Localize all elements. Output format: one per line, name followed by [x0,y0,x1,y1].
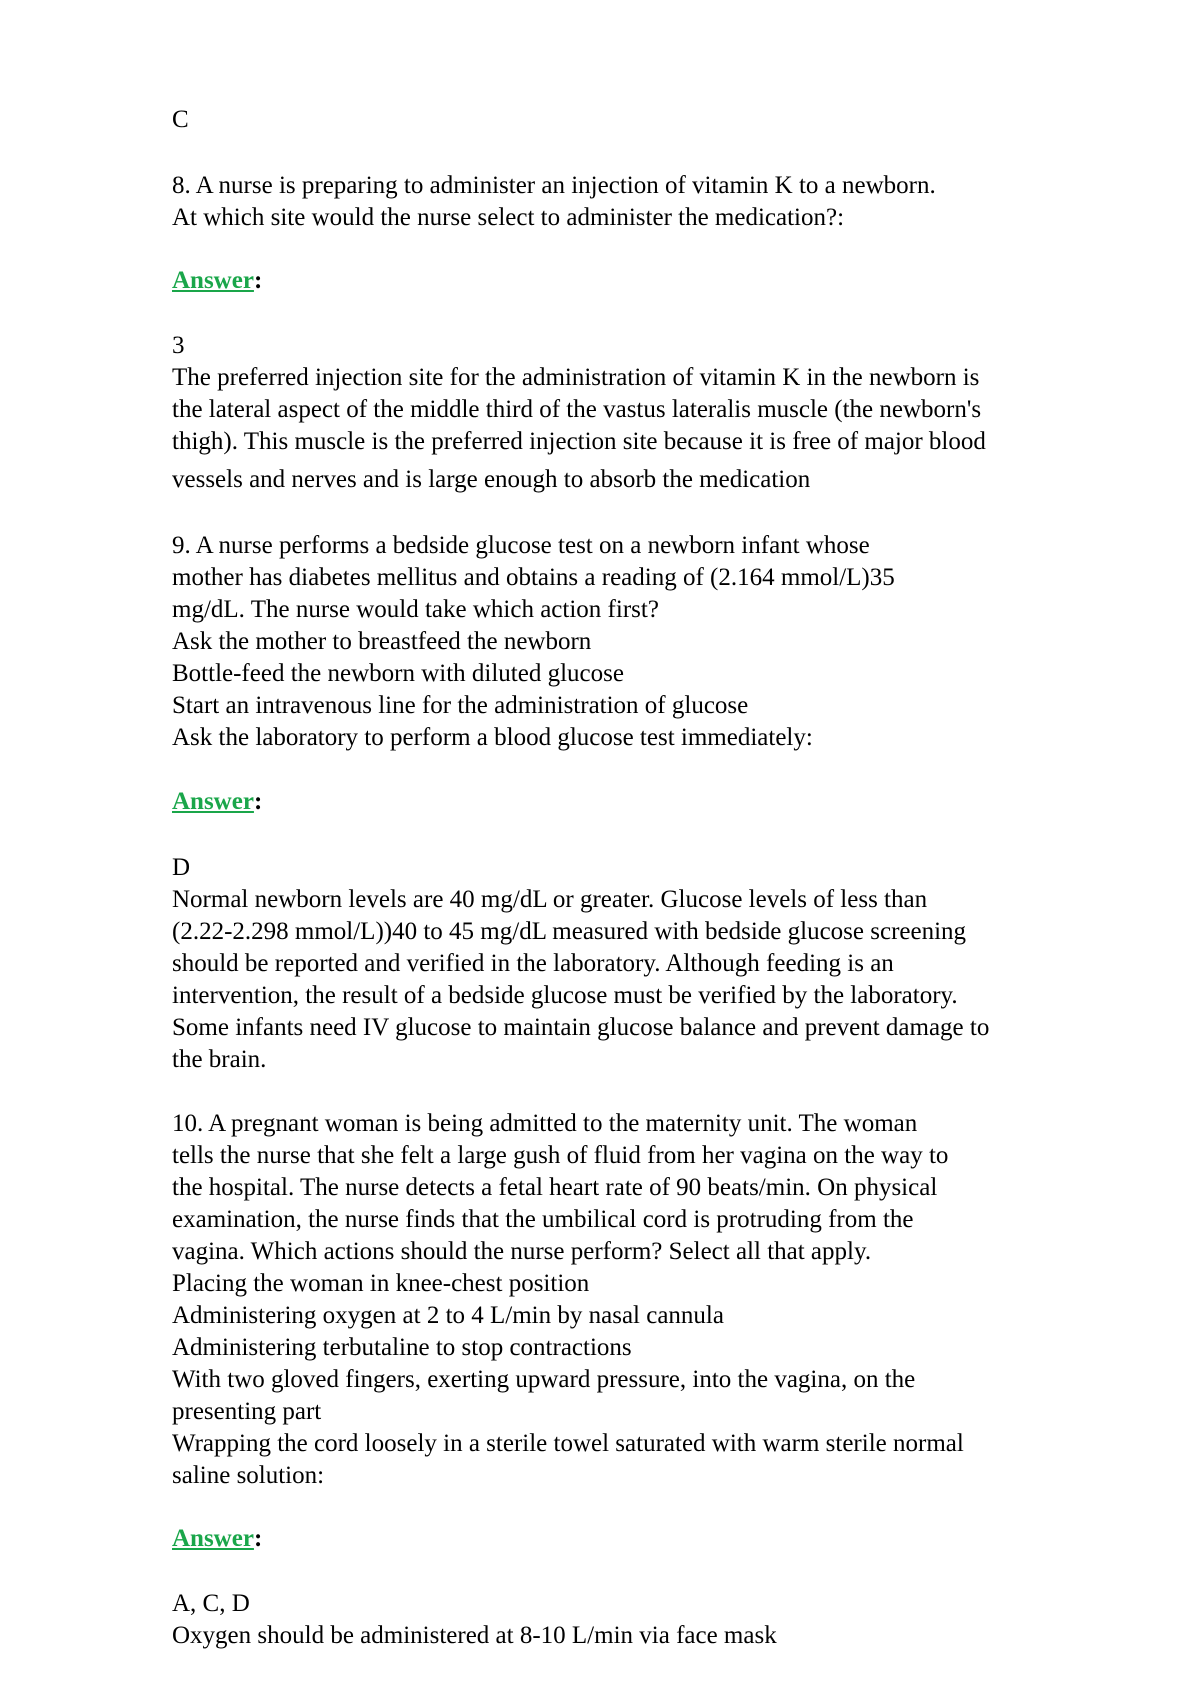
answer-8-explanation-line: The preferred injection site for the administration of vitamin K in the newborn is [172,364,980,391]
question-10-option: Placing the woman in knee-chest position [172,1270,590,1297]
answer-heading-q8: Answer: [172,267,263,294]
answer-8-explanation-line: thigh). This muscle is the preferred injection site because it is free of major blood [172,428,986,455]
question-10-option: With two gloved fingers, exerting upward pressure, into the vagina, on the [172,1366,916,1393]
question-10-option: Wrapping the cord loosely in a sterile towel saturated with warm sterile normal [172,1430,964,1457]
question-9-line: 9. A nurse performs a bedside glucose test on a newborn infant whose [172,532,870,559]
answer-8-letter: 3 [172,332,185,359]
answer-9-explanation-line: should be reported and verified in the laboratory. Although feeding is an [172,950,894,977]
answer-9-explanation-line: Normal newborn levels are 40 mg/dL or greater. Glucose levels of less than [172,886,928,913]
answer-link[interactable]: Answer [172,1525,254,1552]
answer-9-explanation-line: the brain. [172,1046,267,1073]
question-10-line: the hospital. The nurse detects a fetal heart rate of 90 beats/min. On physical [172,1174,938,1201]
question-10-line: examination, the nurse finds that the umbilical cord is protruding from the [172,1206,914,1233]
answer-link[interactable]: Answer [172,788,254,815]
answer-10-explanation-line: Oxygen should be administered at 8-10 L/min via face mask [172,1622,777,1649]
question-10-option: presenting part [172,1398,322,1425]
question-10-option: Administering oxygen at 2 to 4 L/min by nasal cannula [172,1302,724,1329]
answer-9-letter: D [172,854,191,881]
question-9-option: Ask the mother to breastfeed the newborn [172,628,592,655]
question-10-option: saline solution: [172,1462,325,1489]
question-10-line: 10. A pregnant woman is being admitted to the maternity unit. The woman [172,1110,918,1137]
answer-8-explanation-line: vessels and nerves and is large enough to absorb the medication [172,466,811,493]
question-9-option: Start an intravenous line for the administration of glucose [172,692,749,719]
answer-link[interactable]: Answer [172,267,254,294]
answer-heading-q10: Answer: [172,1525,263,1552]
answer-10-letters: A, C, D [172,1590,250,1617]
question-9-line: mg/dL. The nurse would take which action first? [172,596,659,623]
question-8-line: 8. A nurse is preparing to administer an injection of vitamin K to a newborn. [172,172,936,199]
answer-9-explanation-line: intervention, the result of a bedside glucose must be verified by the laboratory. [172,982,958,1009]
answer-9-explanation-line: (2.22-2.298 mmol/L))40 to 45 mg/dL measured with bedside glucose screening [172,918,967,945]
answer-heading-q9: Answer: [172,788,263,815]
question-9-option: Bottle-feed the newborn with diluted glucose [172,660,624,687]
question-10-line: vagina. Which actions should the nurse perform? Select all that apply. [172,1238,872,1265]
question-10-option: Administering terbutaline to stop contractions [172,1334,632,1361]
previous-answer-letter: C [172,106,189,133]
answer-9-explanation-line: Some infants need IV glucose to maintain glucose balance and prevent damage to [172,1014,990,1041]
answer-8-explanation-line: the lateral aspect of the middle third of the vastus lateralis muscle (the newborn's [172,396,982,423]
question-9-option: Ask the laboratory to perform a blood glucose test immediately: [172,724,813,751]
question-9-line: mother has diabetes mellitus and obtains a reading of (2.164 mmol/L)35 [172,564,895,591]
question-10-line: tells the nurse that she felt a large gush of fluid from her vagina on the way to [172,1142,949,1169]
question-8-line: At which site would the nurse select to administer the medication?: [172,204,845,231]
